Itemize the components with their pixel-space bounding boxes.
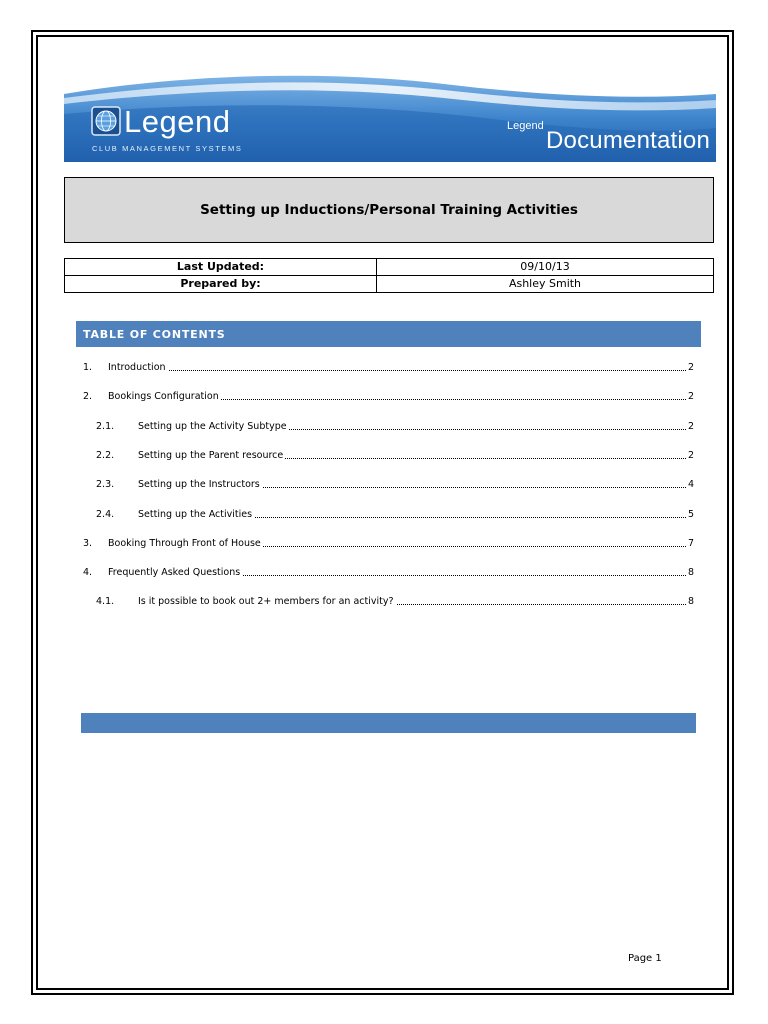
toc-entry-page: 2 [687, 450, 694, 461]
logo-wordmark: Legend [124, 104, 231, 139]
toc-entry-page: 2 [687, 391, 694, 402]
toc-entry-text: Setting up the Activity Subtype [138, 421, 287, 432]
logo-tagline: CLUB MANAGEMENT SYSTEMS [92, 144, 243, 153]
meta-row-last-updated [65, 259, 714, 276]
meta-value: 09/10/13 [377, 259, 714, 276]
toc-entry-text: Is it possible to book out 2+ members for an activity? [138, 596, 394, 607]
toc-entry[interactable] [96, 594, 694, 608]
toc-entry[interactable] [83, 360, 694, 374]
toc-entry-text: Setting up the Activities [138, 509, 253, 520]
toc-entry[interactable] [96, 419, 694, 433]
toc-entry-number: 2. [83, 391, 93, 402]
meta-label: Last Updated: [65, 259, 377, 276]
toc-entry-number: 2.1. [96, 421, 115, 432]
toc-entry[interactable] [96, 507, 694, 521]
toc-entry-text: Frequently Asked Questions [108, 567, 241, 578]
toc-entry-text: Setting up the Parent resource [138, 450, 284, 461]
toc-entry[interactable] [83, 536, 694, 550]
toc-entry-number: 2.4. [96, 509, 115, 520]
toc-entry-number: 4.1. [96, 596, 115, 607]
toc-entry-number: 2.2. [96, 450, 115, 461]
toc-entry-page: 8 [687, 596, 694, 607]
toc-leader-dots [108, 370, 686, 371]
toc-entry-page: 5 [687, 509, 694, 520]
toc-entry-text: Bookings Configuration [108, 391, 219, 402]
banner-product-title: Documentation [546, 127, 711, 154]
document-title: Setting up Inductions/Personal Training Activities [200, 202, 578, 218]
toc-header [76, 321, 701, 347]
toc-entry-page: 7 [687, 538, 694, 549]
toc-entry-text: Setting up the Instructors [138, 479, 260, 490]
document-title-box [64, 177, 714, 243]
meta-value: Ashley Smith [377, 276, 714, 293]
toc-entry-number: 1. [83, 362, 93, 373]
section-divider-bar [81, 713, 696, 733]
toc-entry-number: 3. [83, 538, 93, 549]
toc-entry-page: 2 [687, 362, 694, 373]
toc-entry[interactable] [96, 477, 694, 491]
toc-entry[interactable] [96, 448, 694, 462]
page-number: Page 1 [628, 953, 662, 964]
toc-entry-number: 2.3. [96, 479, 115, 490]
toc-entry[interactable] [83, 565, 694, 579]
toc-entry-text: Introduction [108, 362, 166, 373]
toc-entry-page: 2 [687, 421, 694, 432]
toc-entry-text: Booking Through Front of House [108, 538, 261, 549]
toc-entry-page: 4 [687, 479, 694, 490]
toc-header-label: TABLE OF CONTENTS [83, 327, 226, 341]
toc-entry-number: 4. [83, 567, 93, 578]
toc-entry-page: 8 [687, 567, 694, 578]
meta-row-prepared-by [65, 276, 714, 293]
meta-label: Prepared by: [65, 276, 377, 293]
globe-logo-icon [91, 106, 121, 136]
document-meta-table [64, 258, 714, 293]
banner-product-small: Legend [507, 120, 544, 132]
toc-entry[interactable] [83, 389, 694, 403]
